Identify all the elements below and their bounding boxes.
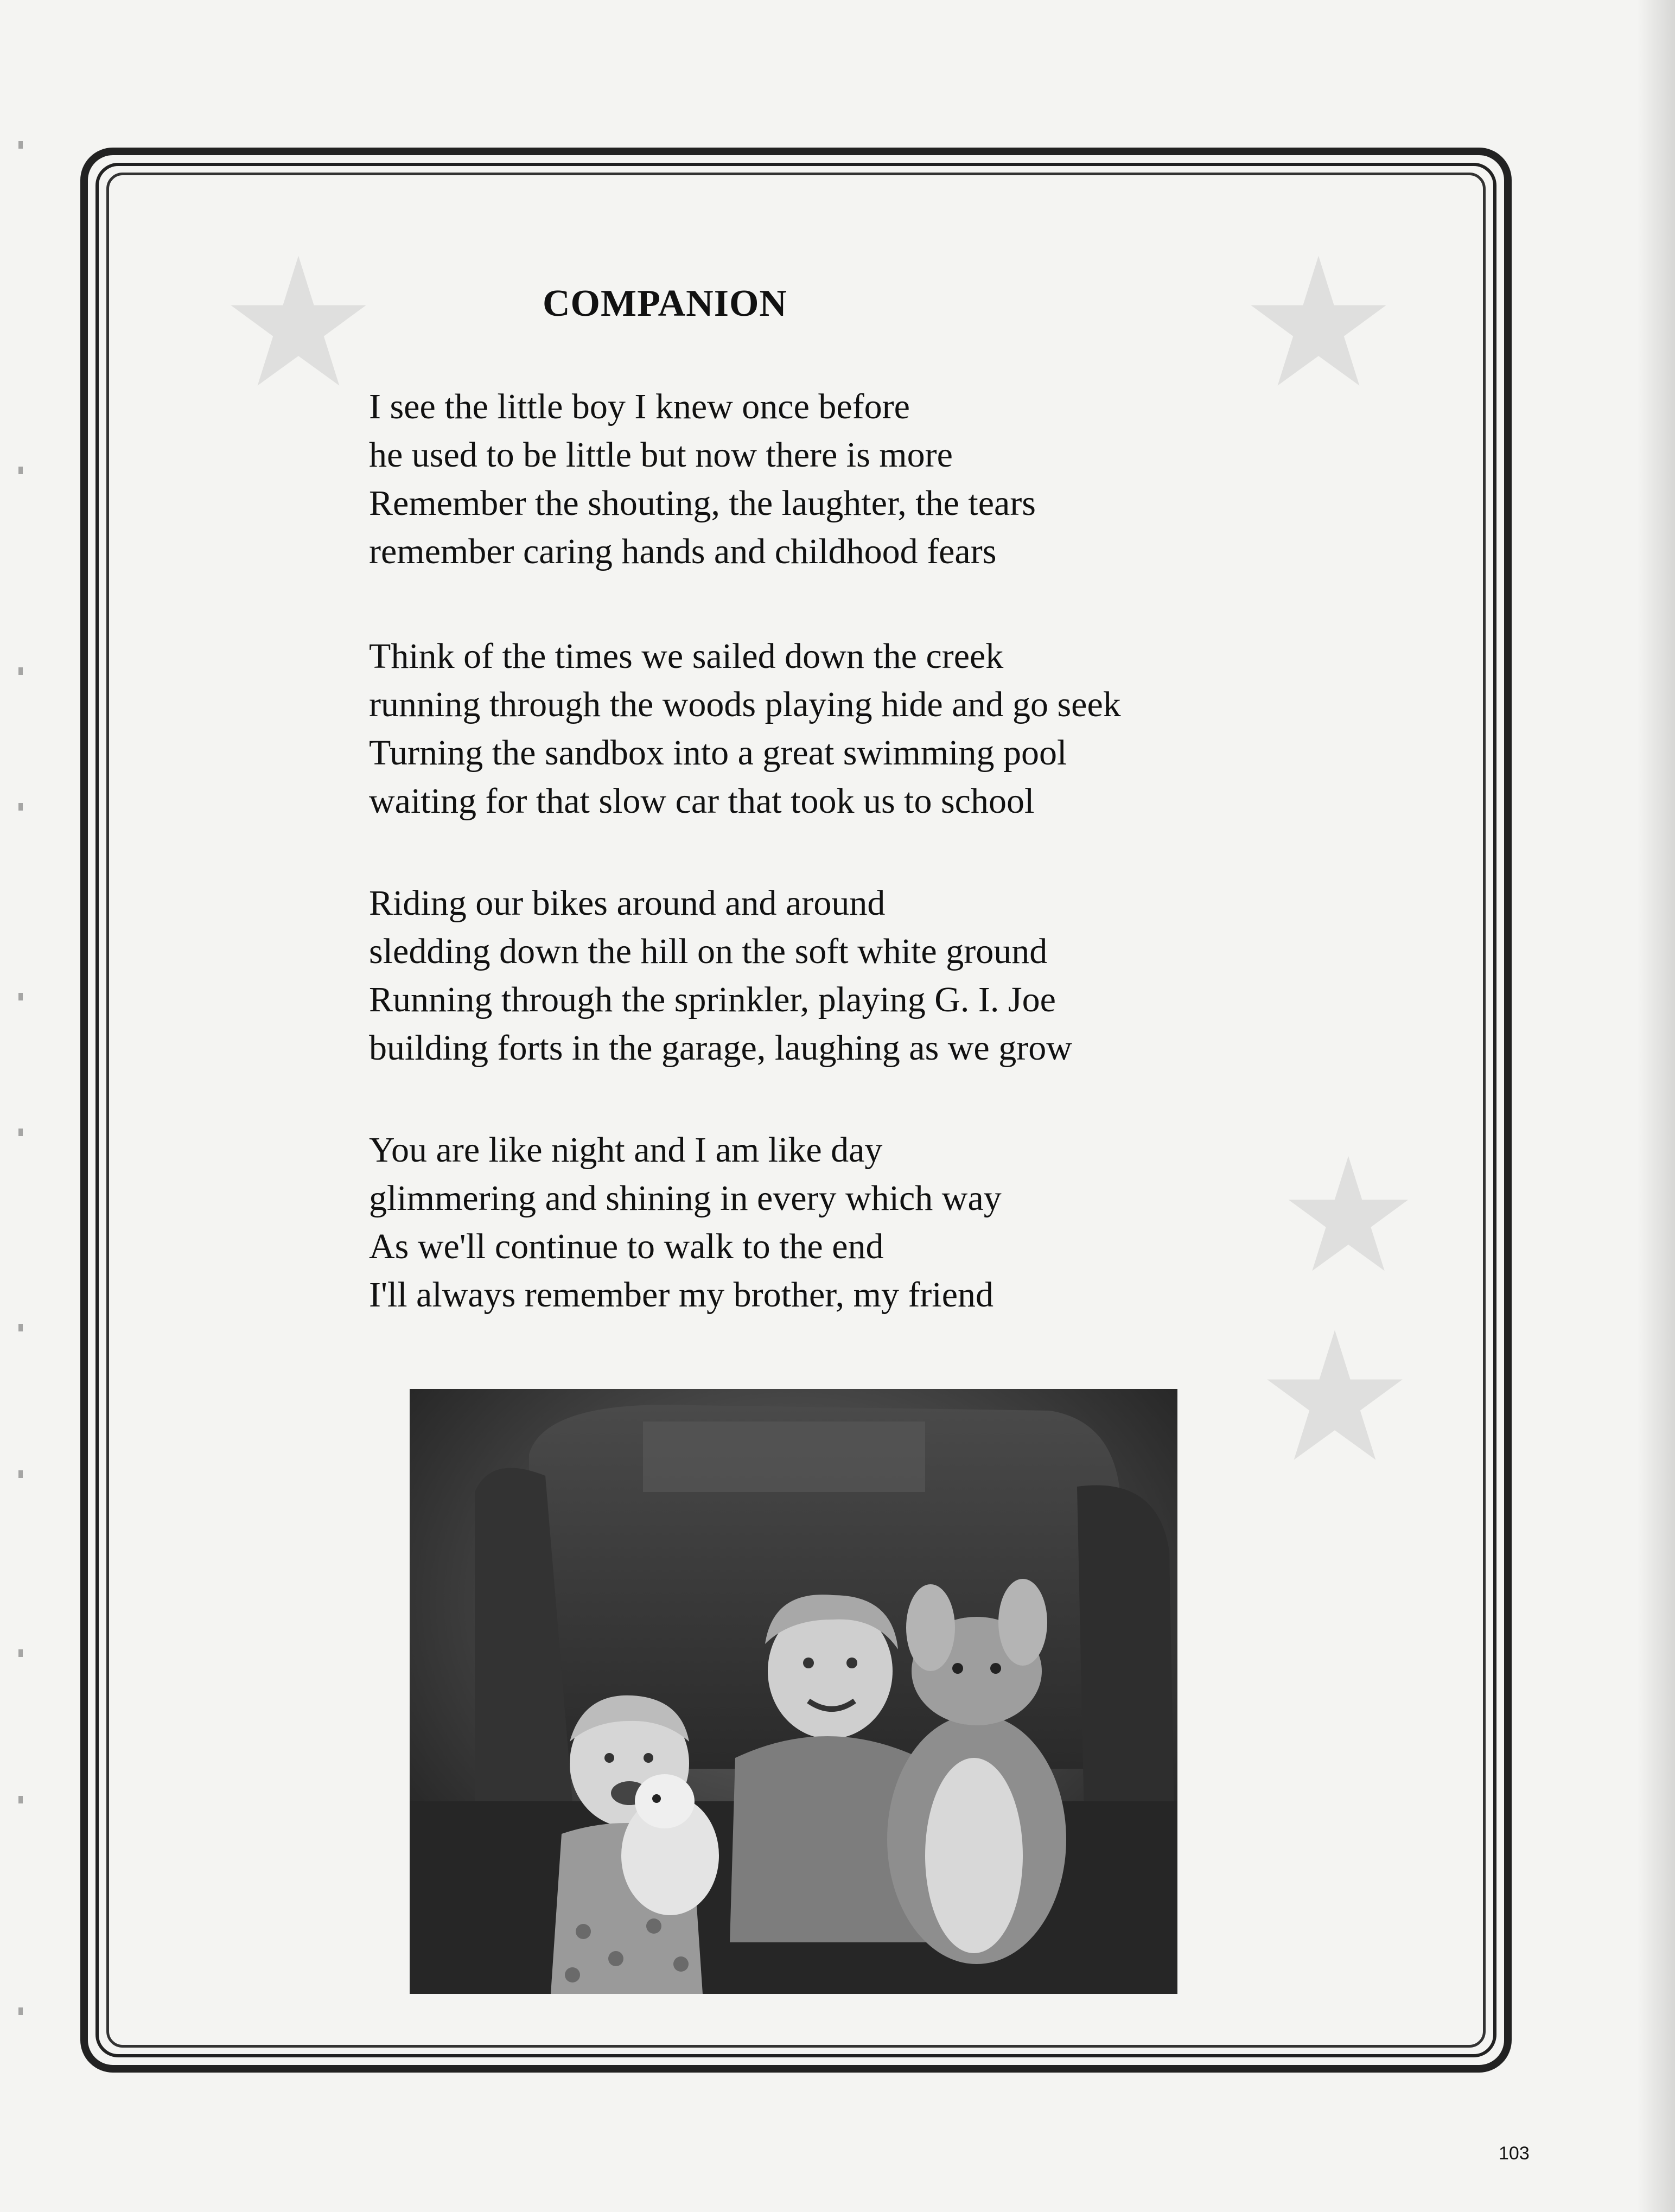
photo-children-in-armchair: [410, 1389, 1177, 1994]
stuffed-animal-small-head: [635, 1774, 695, 1828]
chair-fabric-fold: [643, 1421, 925, 1492]
stanza-3: [369, 879, 1346, 1072]
poem-line: Think of the times we sailed down the creek: [369, 636, 1004, 676]
scan-edge-shadow: [1637, 0, 1675, 2212]
stuffed-animal-large-ear: [998, 1579, 1047, 1666]
poem-title: COMPANION: [543, 283, 787, 324]
photo-illustration: [410, 1389, 1177, 1994]
poem-line: remember caring hands and childhood fears: [369, 532, 997, 571]
stuffed-animal-large-ear: [906, 1584, 955, 1671]
child-right-eye: [846, 1658, 857, 1668]
poem-line: Running through the sprinkler, playing G. I. Joe: [369, 980, 1056, 1019]
child-left-eye: [604, 1753, 614, 1763]
poem-line: I see the little boy I knew once before: [369, 387, 910, 426]
stuffed-animal-large-eye: [990, 1663, 1001, 1674]
poem-line: Riding our bikes around and around: [369, 883, 886, 923]
page-number: 103: [1499, 2143, 1530, 2164]
stuffed-animal-small-eye: [652, 1794, 661, 1803]
stuffed-animal-large-eye: [952, 1663, 963, 1674]
child-right-eye: [803, 1658, 814, 1668]
stanza-2: [369, 632, 1346, 825]
poem-line: As we'll continue to walk to the end: [369, 1227, 884, 1266]
poem-line: You are like night and I am like day: [369, 1130, 883, 1170]
poem-line: waiting for that slow car that took us to school: [369, 781, 1035, 821]
poem-line: Remember the shouting, the laughter, the tears: [369, 483, 1036, 523]
stanza-4: [369, 1126, 1346, 1319]
poem-line: Turning the sandbox into a great swimming pool: [369, 733, 1067, 773]
stuffed-animal-large-belly: [925, 1758, 1023, 1953]
poem-line: running through the woods playing hide and go seek: [369, 685, 1121, 724]
poem-line: building forts in the garage, laughing as we grow: [369, 1028, 1072, 1068]
poem-line: glimmering and shining in every which way: [369, 1178, 1002, 1218]
stanza-1: [369, 383, 1346, 576]
poem-line: I'll always remember my brother, my friend: [369, 1275, 994, 1315]
poem-line: he used to be little but now there is more: [369, 435, 953, 475]
child-left-eye: [644, 1753, 653, 1763]
poem-line: sledding down the hill on the soft white ground: [369, 932, 1048, 971]
